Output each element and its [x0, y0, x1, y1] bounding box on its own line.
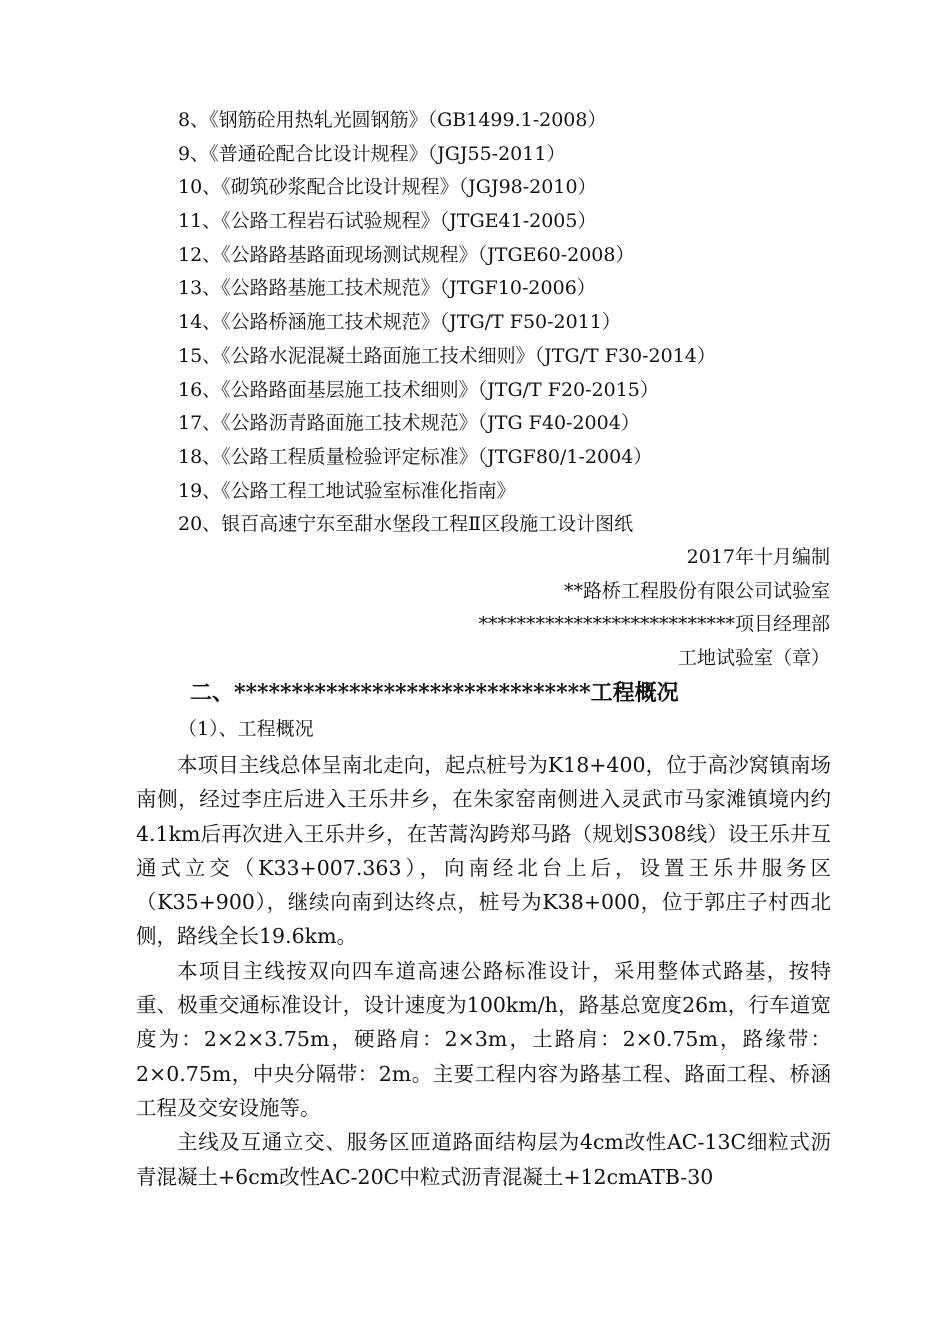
reference-item: 10、《砌筑砂浆配合比设计规程》（JGJ98-2010） [178, 176, 597, 199]
reference-item: 19、《公路工程工地试验室标准化指南》 [178, 479, 516, 502]
reference-item: 14、《公路桥涵施工技术规范》（JTG/T F50-2011） [178, 311, 621, 334]
signature-lab: 工地试验室（章） [677, 647, 830, 669]
body-paragraph: 本项目主线总体呈南北走向，起点桩号为K18+400，位于高沙窝镇南场南侧，经过李庄后进入王乐井乡，在朱家窑南侧进入灵武市马家滩镇境内约4.1km后再次进入王乐井乡，在苦蒿沟跨郑马路（规划S308线）设王乐井互通式立交（K33+007.363），向南经北台上后，设置王乐井服务区（K35+900），继续向南到达终点，桩号为K38+000，位于郭庄子村西北侧，路线全长19.6km。 [136, 753, 831, 949]
body-paragraph: 本项目主线按双向四车道高速公路标准设计，采用整体式路基，按特重、极重交通标准设计，设计速度为100km/h，路基总宽度26m，行车道宽度为：2×2×3.75m，硬路肩：2×3m，土路肩：2×0.75m，路缘带：2×0.75m，中央分隔带：2m。主要工程内容为路基工程、路面工程、桥涵工程及交安设施等。 [136, 958, 831, 1120]
reference-item: 11、《公路工程岩石试验规程》（JTGE41-2005） [178, 210, 597, 233]
section-heading: 二、*******************************工程概况 [190, 680, 679, 706]
signature-company: **路桥工程股份有限公司试验室 [563, 580, 830, 602]
signature-project-dept: ***************************项目经理部 [478, 613, 830, 635]
reference-list [178, 106, 878, 544]
reference-item: 17、《公路沥青路面施工技术规范》（JTG F40-2004） [178, 412, 640, 435]
body-paragraph: 主线及互通立交、服务区匝道路面结构层为4cm改性AC-13C细粒式沥青混凝土+6cm改性AC-20C中粒式沥青混凝土+12cmATB-30 [136, 1130, 831, 1189]
reference-item: 9、《普通砼配合比设计规程》（JGJ55-2011） [178, 142, 566, 165]
reference-item: 12、《公路路基路面现场测试规程》（JTGE60-2008） [178, 243, 635, 266]
reference-item: 15、《公路水泥混凝土路面施工技术细则》（JTG/T F30-2014） [178, 344, 716, 367]
reference-item: 8、《钢筋砼用热轧光圆钢筋》（GB1499.1-2008） [178, 109, 607, 131]
section-subheading: （1）、工程概况 [178, 718, 314, 740]
reference-item: 20、银百高速宁东至甜水堡段工程Ⅱ区段施工设计图纸 [178, 513, 634, 536]
signature-date: 2017年十月编制 [686, 546, 830, 568]
section-body [136, 748, 831, 1194]
reference-item: 18、《公路工程质量检验评定标准》（JTGF80/1-2004） [178, 445, 653, 468]
reference-item: 16、《公路路面基层施工技术细则》（JTG/T F20-2015） [178, 378, 659, 401]
reference-item: 13、《公路路基施工技术规范》（JTGF10-2006） [178, 277, 596, 300]
